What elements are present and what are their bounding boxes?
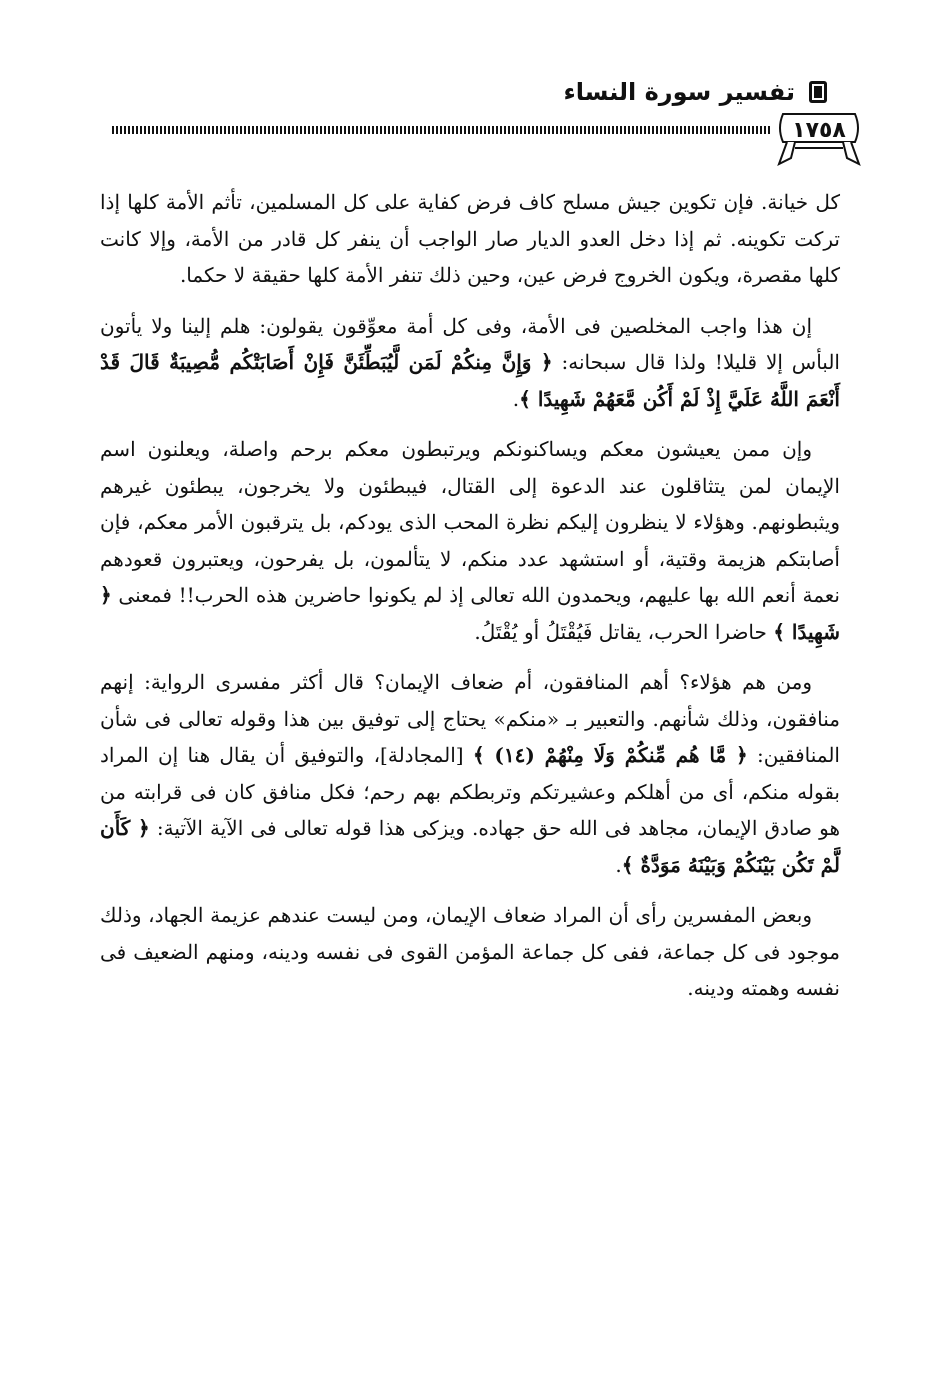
- ornament-icon: [809, 81, 827, 103]
- paragraph: [100, 897, 840, 1007]
- paragraph: [100, 308, 840, 418]
- body-text: [100, 184, 840, 1021]
- text-segment: إن هذا واجب المخلصين فى الأمة، وفى كل أمة معوِّقون يقولون: هلم إلينا ولا يأتون البأس إلا قليلا! ولذا قال سبحانه:: [100, 313, 840, 374]
- quran-verse: ﴿ وَإِنَّ مِنكُمْ لَمَن لَّيُبَطِّئَنَّ فَإِنْ أَصَابَتْكُم مُّصِيبَةٌ قَالَ قَدْ أَنْعَمَ اللَّهُ عَلَيَّ إِذْ لَمْ أَكُن مَّعَهُمْ شَهِيدًا ﴾: [100, 350, 840, 411]
- text-segment: حاضرا الحرب، يقاتل فَيُقْتَلُ أو يُقْتَلُ.: [474, 619, 774, 644]
- running-header: [563, 78, 827, 106]
- text-segment: وبعض المفسرين رأى أن المراد ضعاف الإيمان، ومن ليست عندهم عزيمة الجهاد، وذلك موجود فى كل جماعة، ففى كل جماعة المؤمن القوى فى نفسه ودينه، ومنهم الضعيف فى نفسه وهمته ودينه.: [100, 903, 840, 1000]
- text-segment: .: [512, 386, 520, 411]
- page-number: ١٧٥٨: [792, 118, 846, 143]
- paragraph: [100, 431, 840, 650]
- text-segment: [المجادلة]، والتوفيق أن يقال هنا إن المراد بقوله منكم، أى من أهلكم وعشيرتكم وتربطكم بهم رحم؛ فكل منافق كان فى قرابته من هو صادق الإيمان، مجاهد فى الله حق جهاده. ويزكى هذا قوله تعالى فى الآية الآتية:: [100, 743, 841, 840]
- quran-verse: ﴿ كَأَن لَّمْ تَكُن بَيْنَكُمْ وَبَيْنَهُ مَوَدَّةٌ ﴾: [100, 816, 840, 877]
- text-segment: .: [615, 852, 622, 877]
- text-segment: وإن ممن يعيشون معكم ويساكنونكم ويرتبطون معكم برحم واصلة، ويعلنون اسم الإيمان لمن يتثاقلون عند الدعوة إلى القتال، فيبطئون ولا يخرجون، يبطئون غيرهم ويثبطونهم. وهؤلاء لا ينظرون إليكم نظرة المحب الذى يودكم، بل يترقبون الأمر معكم، فإن أصابتكم هزيمة وقتية، أو استشهد عدد منكم، لا يتألمون، بل يفرحون، ويعتبرون قعودهم نعمة أنعم الله بها عليهم، ويحمدون الله تعالى إذ لم يكونوا حاضرين هذه الحرب!! فمعنى: [100, 437, 840, 607]
- text-segment: كل خيانة. فإن تكوين جيش مسلح كاف فرض كفاية على كل المسلمين، تأثم الأمة كلها إذا تركت تكوينه. ثم إذا دخل العدو الديار صار الواجب أن ينفر كل قادر من الأمة، وإلا كانت كلها مقصرة، ويكون الخروج فرض عين، وحين ذلك تنفر الأمة كلها حقيقة لا حكما.: [100, 190, 840, 287]
- quran-verse: ﴿ مَّا هُم مِّنكُمْ وَلَا مِنْهُمْ (١٤) ﴾: [472, 743, 748, 767]
- header-title: تفسير سورة النساء: [563, 78, 795, 106]
- paragraph: [100, 184, 840, 294]
- paragraph: [100, 664, 840, 883]
- quran-verse: ﴿ شَهِيدًا ﴾: [100, 583, 840, 644]
- page-number-badge: [775, 108, 863, 174]
- header-rule: [112, 126, 772, 134]
- text-segment: ومن هم هؤلاء؟ أهم المنافقون، أم ضعاف الإيمان؟ قال أكثر مفسرى الرواية: إنهم منافقون، وذلك شأنهم. والتعبير بـ «منكم» يحتاج إلى توفيق بين هذا وقوله تعالى فى شأن المنافقين:: [100, 670, 840, 767]
